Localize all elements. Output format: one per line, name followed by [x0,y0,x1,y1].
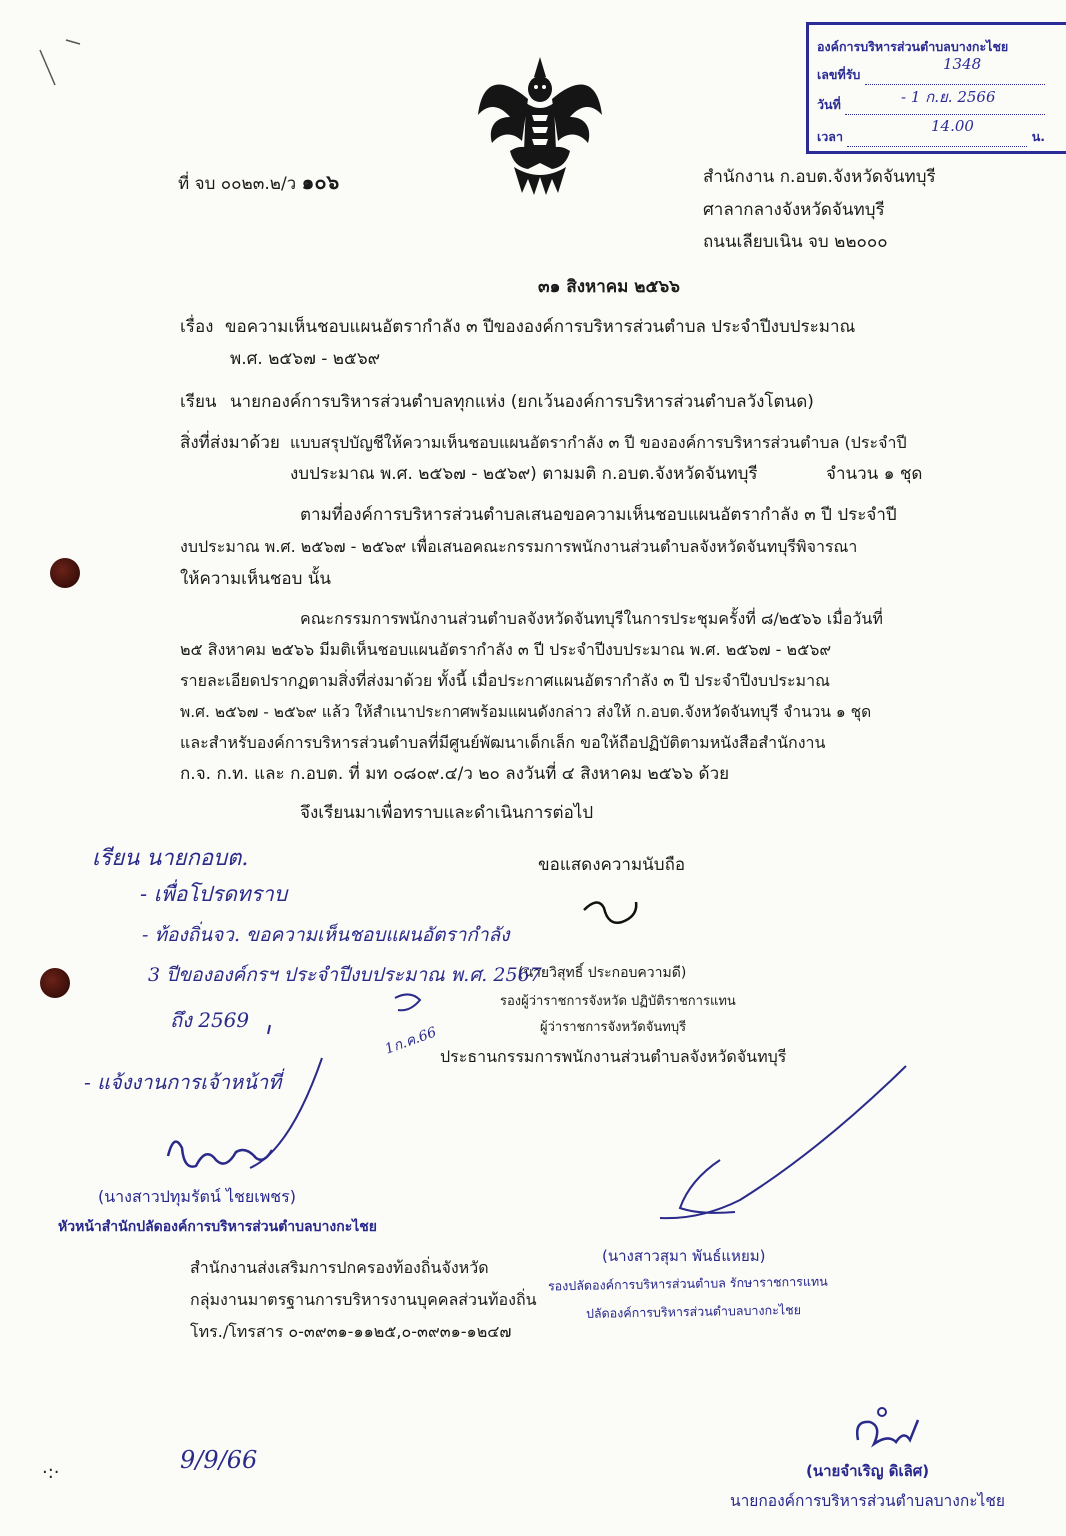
closing-text: จึงเรียนมาเพื่อทราบและดำเนินการต่อไป [300,803,594,823]
body-p2-line-3: รายละเอียดปรากฏตามสิ่งที่ส่งมาด้วย ทั้งนี้ เมื่อประกาศแผนอัตรากำลัง ๓ ปี ประจำปีงบประมาณ [180,671,830,690]
subject-line-1: ขอความเห็นชอบแผนอัตรากำลัง ๓ ปีขององค์การบริหารส่วนตำบล ประจำปีงบประมาณ [224,317,856,337]
handwritten-bottom-date: 9/9/66 [180,1446,258,1474]
handwritten-note-2: - เพื่อโปรดทราบ [140,882,288,906]
stamp-time-unit: น. [1031,129,1045,144]
enclosure-quantity: จำนวน ๑ ชุด [826,464,923,484]
doc-date: ๓๑ สิงหาคม ๒๕๖๖ [538,277,680,297]
stamp-recv-label: เลขที่รับ [817,67,861,82]
body-p2-line-4: พ.ศ. ๒๕๖๗ - ๒๕๖๙ แล้ว ให้สำเนาประกาศพร้อมแผนดังกล่าว ส่งให้ ก.อบต.จังหวัดจันทบุรี จำนวน ๑ ชุด [180,703,872,721]
handwritten-note-1: เรียน นายกอบต. [92,846,249,871]
officer3-title: นายกองค์การบริหารส่วนตำบลบางกะไชย [730,1492,1005,1510]
body-p2-line-6: ก.จ. ก.ท. และ ก.อบต. ที่ มท ๐๘๐๙.๔/ว ๒๐ ลงวันที่ ๔ สิงหาคม ๒๕๖๖ ด้วย [180,764,730,784]
doc-ref-number: ๑๐๖ [301,170,340,194]
officer1-title: หัวหน้าสำนักปลัดองค์การบริหารส่วนตำบลบางกะไชย [58,1219,377,1235]
officer2-name: (นางสาวสุมา พันธ์แหยม) [602,1247,766,1265]
stamp-time-label: เวลา [817,129,843,144]
enclosure-line-1: แบบสรุปบัญชีให้ความเห็นชอบแผนอัตรากำลัง ๓ ปี ขององค์การบริหารส่วนตำบล (ประจำปี [290,433,907,452]
officer2-title-1: รองปลัดองค์การบริหารส่วนตำบล รักษาราชการแทน [547,1273,828,1294]
handwritten-small-date: 1ก.ค.66 [382,1024,439,1058]
subject-line-2: พ.ศ. ๒๕๖๗ - ๒๕๖๙ [230,349,381,369]
handwritten-note-4: 3 ปีขององค์กรฯ ประจำปีงบประมาณ พ.ศ. 2567 [148,964,542,986]
enclosure-line-2: งบประมาณ พ.ศ. ๒๕๖๗ - ๒๕๖๙) ตามมติ ก.อบต.จังหวัดจันทบุรี [290,464,758,484]
officer3-name: (นายจำเริญ ดิเลิศ) [806,1462,930,1480]
body-p1-line-3: ให้ความเห็นชอบ นั้น [180,569,331,589]
footer-phone: โทร./โทรสาร ๐-๓๙๓๑-๑๑๒๕,๐-๓๙๓๑-๑๒๔๗ [190,1322,512,1341]
signer-position-2: ผู้ว่าราชการจังหวัดจันทบุรี [540,1020,687,1035]
stamp-date-label: วันที่ [817,97,841,112]
doc-ref: ที่ จบ ๐๐๒๓.๒/ว [178,174,297,194]
office-line-3: ถนนเลียบเนิน จบ ๒๒๐๐๐ [703,232,888,252]
stamp-org: องค์การบริหารส่วนตำบลบางกะไชย [817,39,1009,54]
stamp-date-value: - 1 ก.ย. 2566 [901,88,996,106]
officer1-signature [160,1126,280,1176]
body-p1-line-1: ตามที่องค์การบริหารส่วนตำบลเสนอขอความเห็นชอบแผนอัตรากำลัง ๓ ปี ประจำปี [300,505,897,525]
body-p2-line-5: และสำหรับองค์การบริหารส่วนตำบลที่มีศูนย์พัฒนาเด็กเล็ก ขอให้ถือปฏิบัติตามหนังสือสำนักงาน [180,733,826,752]
officer2-title-2: ปลัดองค์การบริหารส่วนตำบลบางกะไชย [585,1302,802,1321]
body-p2-line-1: คณะกรรมการพนักงานส่วนตำบลจังหวัดจันทบุรีในการประชุมครั้งที่ ๘/๒๕๖๖ เมื่อวันที่ [300,609,883,628]
enclosure-label: สิ่งที่ส่งมาด้วย [180,433,280,453]
regards-text: ขอแสดงความนับถือ [538,855,686,875]
signer-position-3: ประธานกรรมการพนักงานส่วนตำบลจังหวัดจันทบุรี [440,1047,787,1066]
footer-dept-2: กลุ่มงานมาตรฐานการบริหารงานบุคคลส่วนท้องถิ่น [190,1290,537,1309]
subject-label: เรื่อง [180,317,214,337]
body-p1-line-2: งบประมาณ พ.ศ. ๒๕๖๗ - ๒๕๖๙ เพื่อเสนอคณะกรรมการพนักงานส่วนตำบลจังหวัดจันทบุรีพิจารณา [180,537,858,556]
stamp-recv-no: 1348 [943,55,982,73]
signer-name: (นายวิสุทธิ์ ประกอบความดี) [518,965,687,981]
footer-dept-1: สำนักงานส่งเสริมการปกครองท้องถิ่นจังหวัด [190,1258,489,1277]
ink-dots: ·:· [42,1462,60,1483]
signer-position-1: รองผู้ว่าราชการจังหวัด ปฏิบัติราชการแทน [500,994,736,1009]
stamp-time-value: 14.00 [931,117,974,135]
handwritten-note-5: ถึง 2569 [170,1008,250,1032]
officer1-name: (นางสาวปทุมรัตน์ ไชยเพชร) [98,1187,296,1206]
handwritten-note-6: - แจ้งงานการเจ้าหน้าที่ [84,1070,282,1094]
handwritten-note-3: - ท้องถิ่นจว. ขอความเห็นชอบแผนอัตรากำลัง [142,924,510,946]
body-p2-line-2: ๒๕ สิงหาคม ๒๕๖๖ มีมติเห็นชอบแผนอัตรากำลัง ๓ ปี ประจำปีงบประมาณ พ.ศ. ๒๕๖๗ - ๒๕๖๙ [180,640,832,659]
office-line-2: ศาลากลางจังหวัดจันทบุรี [703,200,885,220]
office-line-1: สำนักงาน ก.อบต.จังหวัดจันทบุรี [703,167,936,187]
to-text: นายกองค์การบริหารส่วนตำบลทุกแห่ง (ยกเว้นองค์การบริหารส่วนตำบลวังโตนด) [229,392,814,412]
officer3-signature [848,1400,928,1460]
to-label: เรียน [180,392,217,412]
